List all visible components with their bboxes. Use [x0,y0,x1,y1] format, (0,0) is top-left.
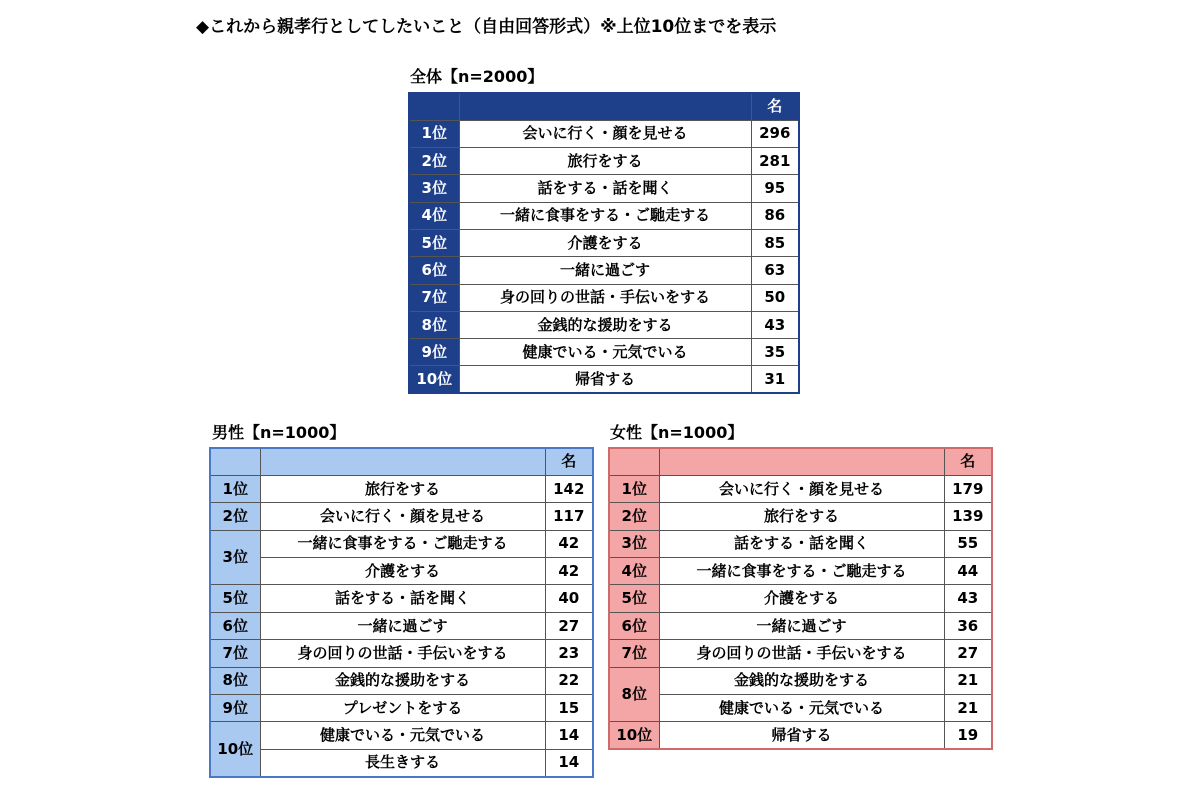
rank-cell: 10位 [609,722,659,749]
item-cell: 会いに行く・顔を見せる [459,120,751,147]
value-cell: 85 [751,229,799,256]
table-header-row [210,448,593,475]
table-row [210,749,593,776]
value-cell: 117 [545,503,593,530]
item-cell: 身の回りの世話・手伝いをする [659,640,944,667]
value-cell: 27 [944,640,992,667]
item-cell: 一緒に食事をする・ご馳走する [659,558,944,585]
header-unit-label: 名 [751,93,799,120]
table-row [609,640,992,667]
value-cell: 50 [751,284,799,311]
table-row [409,202,799,229]
rank-cell: 6位 [409,257,459,284]
header-unit-label: 名 [545,448,593,475]
rank-cell: 4位 [609,558,659,585]
table-row [409,339,799,366]
table-row [409,284,799,311]
header-rank-cell [609,448,659,475]
table-row [210,612,593,639]
value-cell: 14 [545,749,593,776]
value-cell: 21 [944,695,992,722]
header-rank-cell [210,448,260,475]
item-cell: 一緒に過ごす [659,612,944,639]
table-row [609,667,992,694]
table-header-row [609,448,992,475]
rank-cell: 1位 [609,475,659,502]
page-title: ◆これから親孝行としてしたいこと（自由回答形式）※上位10位までを表示 [196,17,777,37]
value-cell: 14 [545,722,593,749]
item-cell: 一緒に過ごす [459,257,751,284]
overall-ranking-table [408,92,800,394]
item-cell: 健康でいる・元気でいる [659,695,944,722]
table-row [609,475,992,502]
table-row [210,640,593,667]
value-cell: 296 [751,120,799,147]
header-item-cell [459,93,751,120]
rank-cell: 9位 [210,695,260,722]
table-row [210,475,593,502]
value-cell: 15 [545,695,593,722]
rank-cell: 7位 [210,640,260,667]
value-cell: 86 [751,202,799,229]
value-cell: 21 [944,667,992,694]
item-cell: 金銭的な援助をする [659,667,944,694]
item-cell: 健康でいる・元気でいる [459,339,751,366]
table-row [409,148,799,175]
header-unit-label: 名 [944,448,992,475]
female-ranking-table [608,447,993,750]
item-cell: 介護をする [459,229,751,256]
header-rank-cell [409,93,459,120]
rank-cell: 5位 [609,585,659,612]
item-cell: 話をする・話を聞く [459,175,751,202]
rank-cell: 1位 [409,120,459,147]
header-item-cell [260,448,545,475]
item-cell: 帰省する [659,722,944,749]
table-header-row [409,93,799,120]
rank-cell: 7位 [609,640,659,667]
table-row [409,229,799,256]
table-row [210,667,593,694]
table-row [210,585,593,612]
item-cell: 旅行をする [659,503,944,530]
table-row [609,695,992,722]
value-cell: 27 [545,612,593,639]
value-cell: 179 [944,475,992,502]
item-cell: 一緒に過ごす [260,612,545,639]
table-row [409,257,799,284]
rank-cell: 2位 [210,503,260,530]
item-cell: 旅行をする [459,148,751,175]
value-cell: 22 [545,667,593,694]
value-cell: 42 [545,530,593,557]
rank-cell: 9位 [409,339,459,366]
value-cell: 43 [751,311,799,338]
item-cell: 会いに行く・顔を見せる [260,503,545,530]
rank-cell: 10位 [210,722,260,777]
item-cell: 身の回りの世話・手伝いをする [260,640,545,667]
table-row [409,366,799,393]
rank-cell: 2位 [609,503,659,530]
rank-cell: 7位 [409,284,459,311]
table-row [609,612,992,639]
rank-cell: 6位 [609,612,659,639]
table-row [210,530,593,557]
value-cell: 35 [751,339,799,366]
rank-cell: 10位 [409,366,459,393]
value-cell: 36 [944,612,992,639]
item-cell: 話をする・話を聞く [659,530,944,557]
item-cell: 長生きする [260,749,545,776]
male-table-title: 男性【n=1000】 [212,423,346,442]
table-row [409,120,799,147]
item-cell: 会いに行く・顔を見せる [659,475,944,502]
female-table-title: 女性【n=1000】 [610,423,744,442]
header-item-cell [659,448,944,475]
item-cell: 身の回りの世話・手伝いをする [459,284,751,311]
table-row [409,175,799,202]
table-row [609,558,992,585]
table-row [210,695,593,722]
value-cell: 23 [545,640,593,667]
value-cell: 31 [751,366,799,393]
rank-cell: 5位 [210,585,260,612]
table-row [210,722,593,749]
table-row [609,503,992,530]
value-cell: 19 [944,722,992,749]
table-row [609,530,992,557]
rank-cell: 4位 [409,202,459,229]
rank-cell: 6位 [210,612,260,639]
rank-cell: 8位 [609,667,659,722]
rank-cell: 3位 [409,175,459,202]
overall-table-title: 全体【n=2000】 [410,67,544,86]
table-row [210,503,593,530]
rank-cell: 2位 [409,148,459,175]
item-cell: 介護をする [260,558,545,585]
table-row [609,585,992,612]
value-cell: 139 [944,503,992,530]
item-cell: 金銭的な援助をする [459,311,751,338]
item-cell: 一緒に食事をする・ご馳走する [260,530,545,557]
value-cell: 42 [545,558,593,585]
item-cell: 健康でいる・元気でいる [260,722,545,749]
rank-cell: 8位 [409,311,459,338]
item-cell: 話をする・話を聞く [260,585,545,612]
rank-cell: 3位 [210,530,260,585]
value-cell: 40 [545,585,593,612]
table-row [409,311,799,338]
item-cell: 帰省する [459,366,751,393]
rank-cell: 8位 [210,667,260,694]
item-cell: 旅行をする [260,475,545,502]
value-cell: 95 [751,175,799,202]
rank-cell: 1位 [210,475,260,502]
value-cell: 281 [751,148,799,175]
rank-cell: 5位 [409,229,459,256]
rank-cell: 3位 [609,530,659,557]
value-cell: 55 [944,530,992,557]
value-cell: 44 [944,558,992,585]
value-cell: 43 [944,585,992,612]
table-row [609,722,992,749]
male-ranking-table [209,447,594,778]
table-row [210,558,593,585]
item-cell: 介護をする [659,585,944,612]
item-cell: プレゼントをする [260,695,545,722]
item-cell: 金銭的な援助をする [260,667,545,694]
value-cell: 63 [751,257,799,284]
value-cell: 142 [545,475,593,502]
item-cell: 一緒に食事をする・ご馳走する [459,202,751,229]
